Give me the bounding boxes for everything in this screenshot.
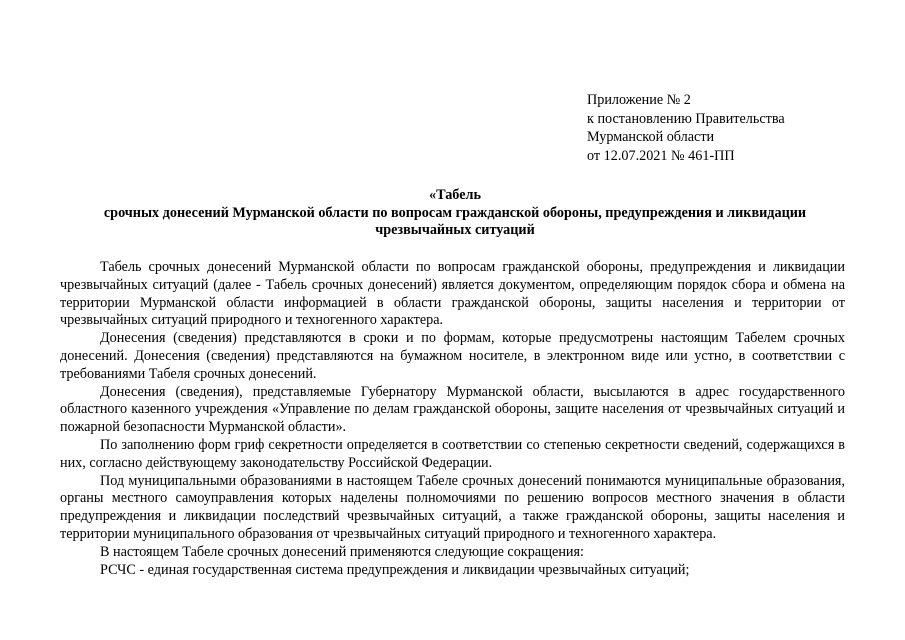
paragraph-municipalities: Под муниципальными образованиями в настоящем Табеле срочных донесений понимаются муниципальные образования, органы местного самоуправления которых наделены полномочиями по решению вопросов местного значения в области предупреждения и ликвидации последствий чрезвычайных ситуаций, а также гражданской обороны, защиты населения и территории муниципального образования от чрезвычайных ситуаций природного и техногенного характера.	[60, 472, 845, 542]
title-line-3: чрезвычайных ситуаций	[375, 222, 535, 238]
title-line-2: срочных донесений Мурманской области по вопросам гражданской обороны, предупреждения и ликвидации	[103, 204, 807, 221]
paragraph-governor: Донесения (сведения), представляемые Губернатору Мурманской области, высылаются в адрес государственного областного казенного учреждения «Управление по делам гражданской обороны, защите населения от чрезвычайных ситуаций и пожарной безопасности Мурманской области».	[60, 383, 845, 436]
paragraph-purpose: Табель срочных донесений Мурманской области по вопросам гражданской обороны, предупреждения и ликвидации чрезвычайных ситуаций (далее - Табель срочных донесений) является документом, определяющим порядок сбора и обмена на территории Мурманской области информацией в области гражданской обороны, защиты населения и территории от чрезвычайных ситуаций природного и техногенного характера.	[60, 259, 845, 329]
appendix-line-4: от 12.07.2021 № 461-ПП	[587, 147, 735, 164]
paragraph-deadlines: Донесения (сведения) представляются в сроки и по формам, которые предусмотрены настоящим Табелем срочных донесений. Донесения (сведения) представляются на бумажном носителе, в электронном виде или устно, в соответствии с требованиями Табеля срочных донесений.	[60, 330, 845, 382]
appendix-line-1: Приложение № 2	[587, 92, 691, 108]
appendix-line-2: к постановлению Правительства	[587, 110, 785, 127]
document-title	[60, 187, 850, 240]
title-line-1: «Табель	[429, 187, 481, 203]
paragraph-abbreviation-rschs: РСЧС - единая государственная система предупреждения и ликвидации чрезвычайных ситуаций;	[100, 561, 690, 578]
paragraph-secrecy: По заполнению форм гриф секретности определяется в соответствии со степенью секретности сведений, содержащихся в них, согласно действующему законодательству Российской Федерации.	[60, 436, 845, 471]
appendix-header	[587, 91, 785, 165]
paragraph-abbreviations-intro: В настоящем Табеле срочных донесений применяются следующие сокращения:	[100, 543, 584, 560]
document-body	[60, 259, 845, 579]
appendix-line-3: Мурманской области	[587, 129, 715, 145]
